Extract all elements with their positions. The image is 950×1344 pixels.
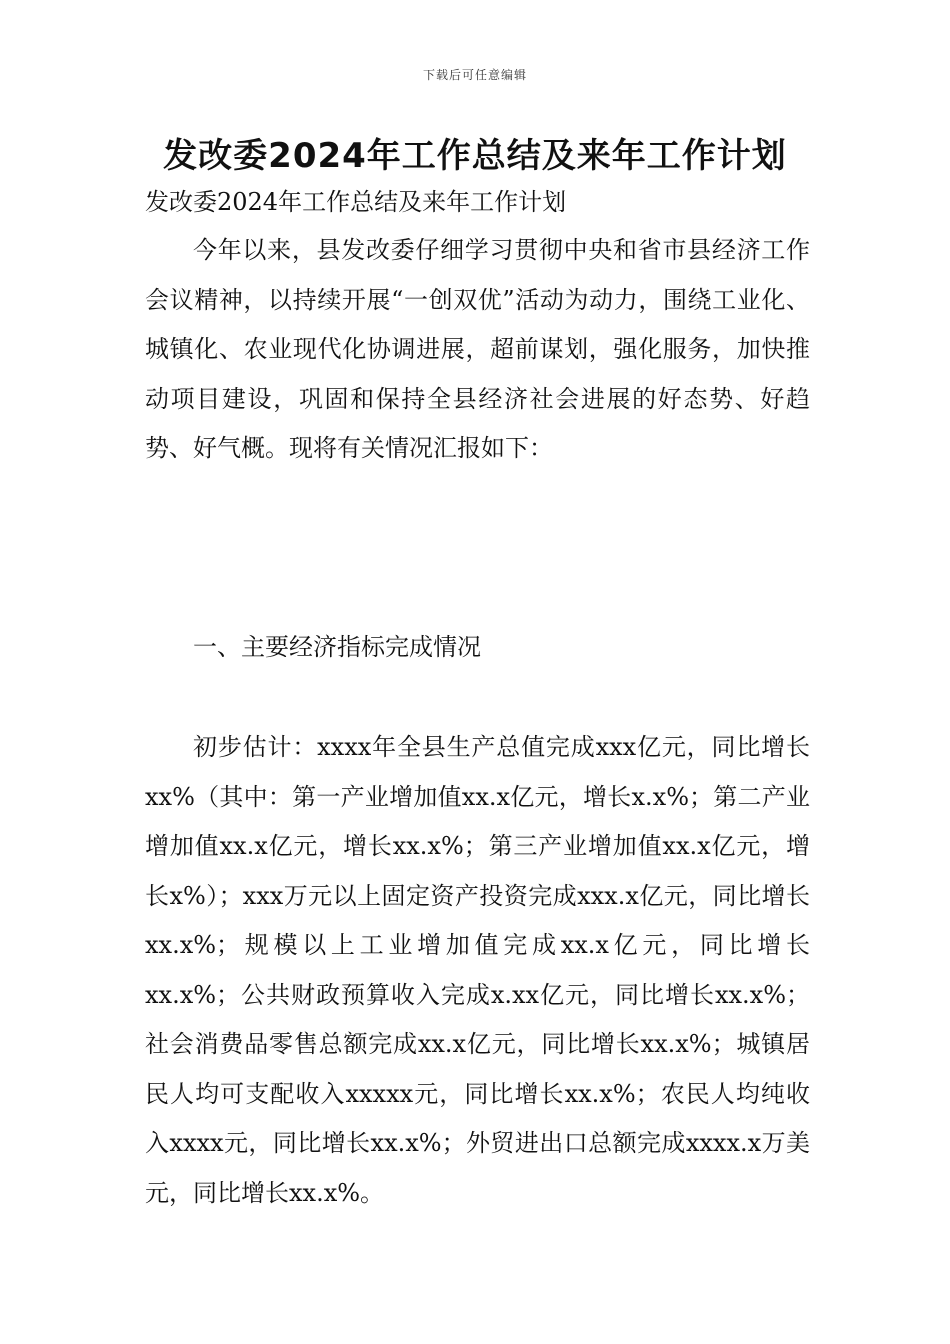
document-subtitle: 发改委2024年工作总结及来年工作计划 bbox=[145, 188, 567, 216]
intro-paragraph: 今年以来，县发改委仔细学习贯彻中央和省市县经济工作会议精神，以持续开展“一创双优”活动为动力，围绕工业化、城镇化、农业现代化协调进展，超前谋划，强化服务，加快推动项目建设，巩固和保持全县经济社会进展的好态势、好趋势、好气概。现将有关情况汇报如下： bbox=[145, 236, 810, 462]
section-heading: 一、主要经济指标完成情况 bbox=[193, 633, 481, 661]
document-title: 发改委2024年工作总结及来年工作计划 bbox=[163, 136, 787, 176]
indicators-paragraph: 初步估计：xxxx年全县生产总值完成xxx亿元，同比增长xx%（其中：第一产业增加值xx.x亿元，增长x.x%；第二产业增加值xx.x亿元，增长xx.x%；第三产业增加值xx.x亿元，增长x%）；xxx万元以上固定资产投资完成xxx.x亿元，同比增长xx.x%；规模以上工业增加值完成xx.x亿元，同比增长xx.x%；公共财政预算收入完成x.xx亿元，同比增长xx.x%；社会消费品零售总额完成xx.x亿元，同比增长xx.x%；城镇居民人均可支配收入xxxxx元，同比增长xx.x%；农民人均纯收入xxxx元，同比增长xx.x%；外贸进出口总额完成xxxx.x万美元，同比增长xx.x%。 bbox=[145, 733, 810, 1207]
header-note: 下载后可任意编辑 bbox=[422, 68, 527, 82]
